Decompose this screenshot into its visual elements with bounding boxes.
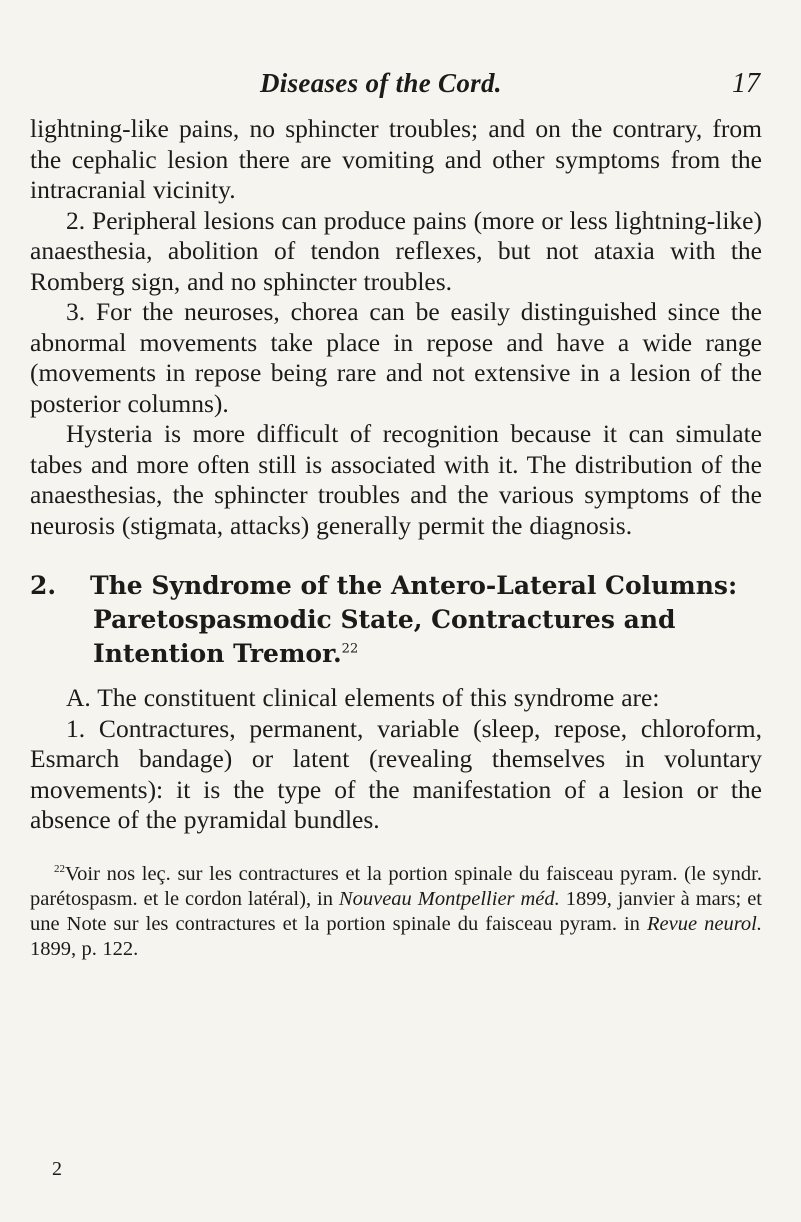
paragraph-continuation: lightning-like pains, no sphincter troubles; and on the contrary, from the cephalic lesion there are vomiting and other symptoms from the intracranial vicinity.: [30, 114, 762, 204]
section-title: The Syndrome of the Antero-Lateral Columns: Paretospasmodic State, Contractures and Intention Tremor.: [90, 571, 738, 668]
section-number: 2.: [30, 571, 57, 600]
paragraph-neuroses: 3. For the neuroses, chorea can be easily distinguished since the abnormal movements take place in repose and have a wide range (movements in repose being rare and not extensive in a lesion of the posterior columns).: [30, 297, 762, 418]
footnote-journal-1: Nouveau Montpellier méd.: [338, 887, 560, 910]
signature-mark: 2: [52, 1158, 62, 1180]
section-heading: [30, 569, 762, 671]
paragraph-contractures: 1. Contractures, permanent, variable (sleep, repose, chloroform, Esmarch bandage) or latent (revealing themselves in voluntary movements): it is the type of the manifestation of a lesion or the absence of the pyramidal bundles.: [30, 713, 762, 834]
paragraph-hysteria: Hysteria is more difficult of recognition because it can simulate tabes and more often still is associated with it. The distribution of the anaesthesias, the sphincter troubles and the various symptoms of the neurosis (stigmata, attacks) generally permit the diagnosis.: [30, 419, 762, 540]
footnote-text-3: 1899, p. 122.: [30, 937, 139, 960]
footnote-marker: 22: [54, 862, 65, 875]
paragraph-peripheral-lesions: 2. Peripheral lesions can produce pains (more or less lightning-like) anaesthesia, abolition of tendon reflexes, but not ataxia with the Romberg sign, and no sphincter troubles.: [30, 205, 762, 296]
footnote-text-1: Voir nos leç. sur les contractures et la portion spinale du faisceau pyram. (le syndr. parétospasm. et le cordon latéral), in: [30, 862, 762, 910]
footnote-journal-2: Revue neurol.: [646, 912, 762, 935]
footnote: [30, 862, 762, 962]
footnote-reference: 22: [341, 641, 359, 657]
body-text: [30, 114, 762, 982]
page-number: 17: [732, 68, 760, 99]
running-title: Diseases of the Cord.: [260, 68, 502, 98]
footnote-text-2: 1899, janvier à mars; et une Note sur les contractures et la portion spinale du faisceau pyram. in: [30, 887, 762, 935]
running-header: [0, 68, 801, 102]
paragraph-clinical-elements: A. The constituent clinical elements of this syndrome are:: [66, 683, 660, 712]
